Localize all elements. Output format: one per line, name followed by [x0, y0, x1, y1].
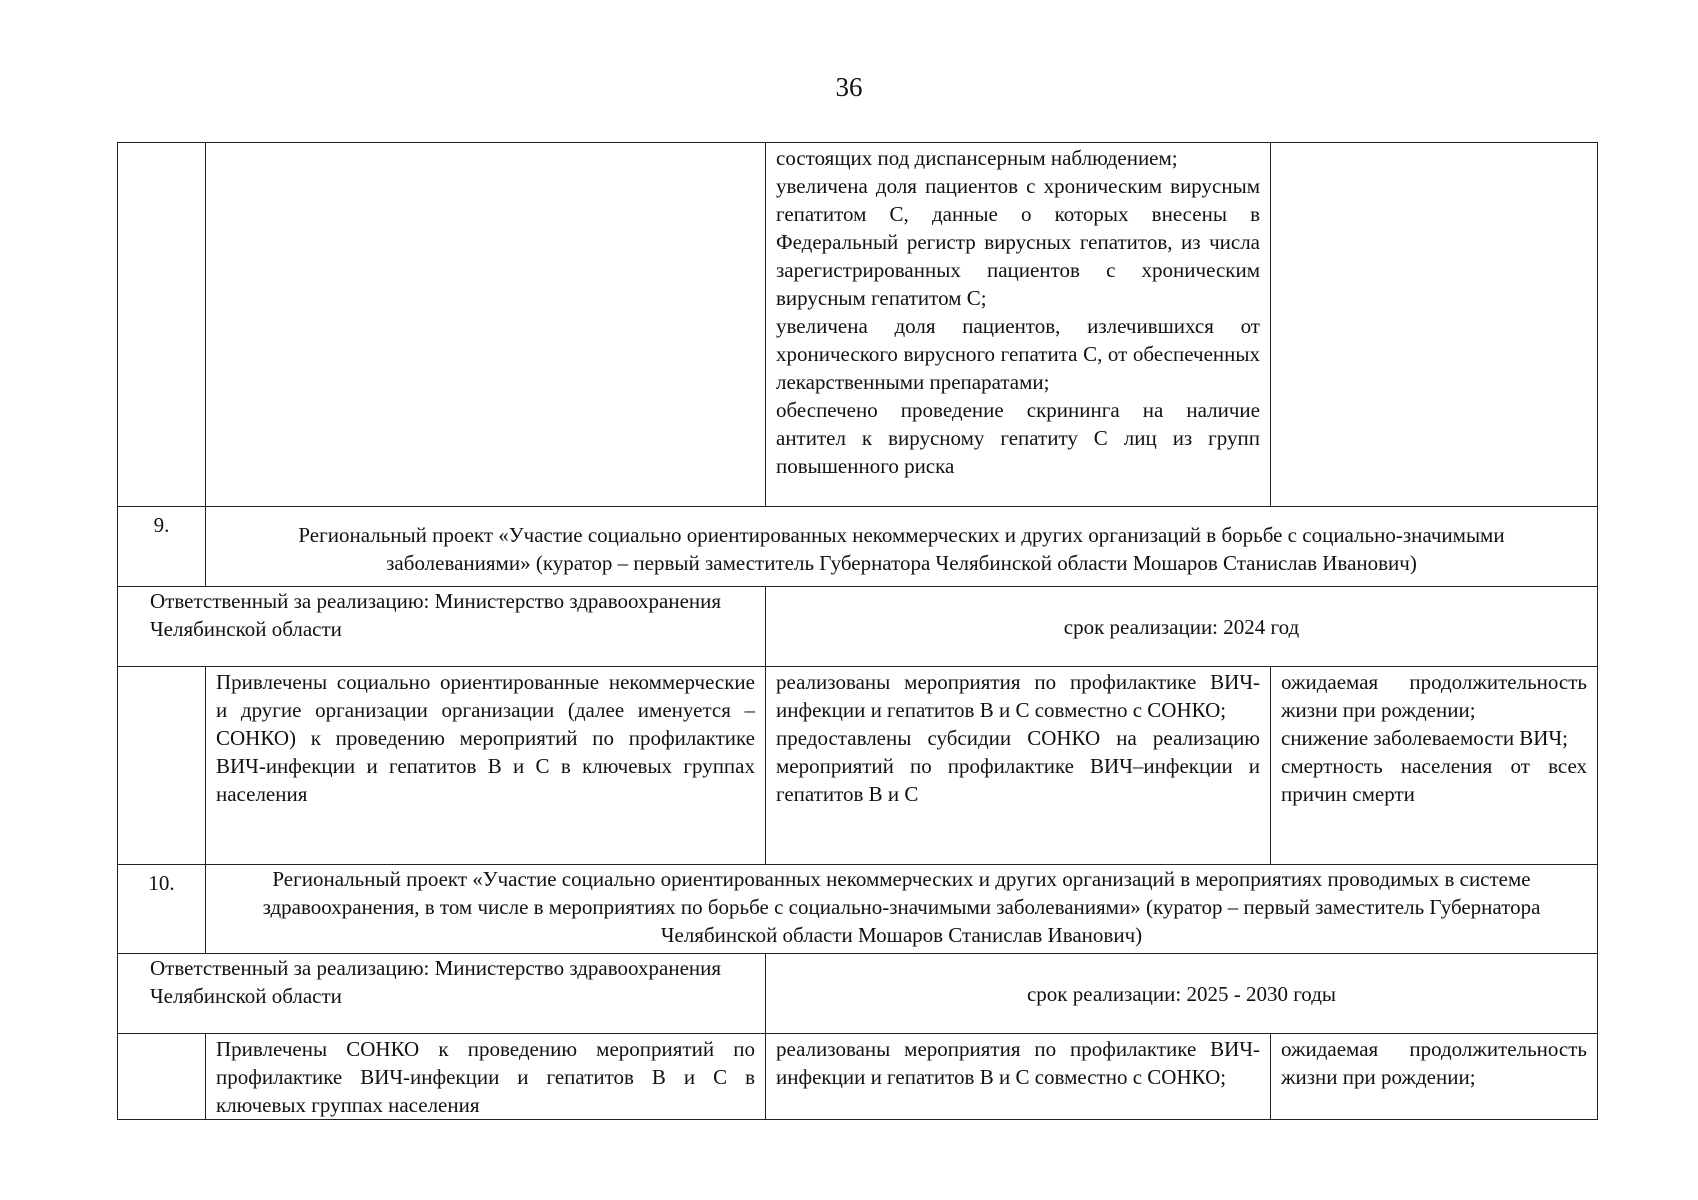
result-item: состоящих под диспансерным наблюдением;	[776, 146, 1178, 170]
result-item: увеличена доля пациентов с хроническим вирусным гепатитом С, данные о которых внесены в Федеральный регистр вирусных гепатитов, из числа зарегистрированных пациентов с хроническим вирусным гепатитом С;	[776, 174, 1260, 310]
result-item: реализованы мероприятия по профилактике ВИЧ-инфекции и гепатитов В и С совместно с СОНКО;	[776, 1037, 1260, 1089]
task-cell-empty	[206, 143, 766, 507]
project-title: Региональный проект «Участие социально ориентированных некоммерческих и других организаций в борьбе с социально-значимыми заболеваниями» (куратор – первый заместитель Губернатора Челябинской области Мошаров Станислав Иванович)	[206, 507, 1598, 587]
indicators-cell-empty	[1271, 143, 1598, 507]
indicators-cell	[1271, 1034, 1598, 1120]
responsible-cell: Ответственный за реализацию: Министерство здравоохранения Челябинской области	[118, 954, 766, 1034]
results-cell	[766, 1034, 1271, 1120]
number-cell-empty	[118, 1034, 206, 1120]
task-row	[118, 667, 1598, 865]
indicator-item: смертность населения от всех причин смерти	[1281, 754, 1587, 806]
number-cell-empty	[118, 667, 206, 865]
indicator-item: снижение заболеваемости ВИЧ;	[1281, 726, 1568, 750]
responsible-cell: Ответственный за реализацию: Министерство здравоохранения Челябинской области	[118, 587, 766, 667]
result-item: предоставлены субсидии СОНКО на реализацию мероприятий по профилактике ВИЧ–инфекции и гепатитов В и С	[776, 726, 1260, 806]
project-number: 9.	[118, 507, 206, 587]
term-cell: срок реализации: 2025 - 2030 годы	[766, 954, 1598, 1034]
task-row	[118, 1034, 1598, 1120]
task-cell: Привлечены социально ориентированные некоммерческие и другие организации организации (далее именуется – СОНКО) к проведению мероприятий по профилактике ВИЧ-инфекции и гепатитов В и С в ключевых группах населения	[206, 667, 766, 865]
result-item: увеличена доля пациентов, излечившихся от хронического вирусного гепатита С, от обеспеченных лекарственными препаратами;	[776, 314, 1260, 394]
indicator-item: ожидаемая продолжительность жизни при рождении;	[1281, 670, 1587, 722]
indicators-cell	[1271, 667, 1598, 865]
responsible-row	[118, 954, 1598, 1034]
continuation-row	[118, 143, 1598, 507]
results-cell	[766, 143, 1271, 507]
indicator-item: ожидаемая продолжительность жизни при рождении;	[1281, 1037, 1587, 1089]
project-number: 10.	[118, 865, 206, 954]
term-cell: срок реализации: 2024 год	[766, 587, 1598, 667]
result-item: реализованы мероприятия по профилактике ВИЧ-инфекции и гепатитов В и С совместно с СОНКО;	[776, 670, 1260, 722]
page-number: 36	[835, 72, 863, 102]
project-title: Региональный проект «Участие социально ориентированных некоммерческих и других организаций в мероприятиях проводимых в системе здравоохранения, в том числе в мероприятиях по борьбе с социально-значимыми заболеваниями» (куратор – первый заместитель Губернатора Челябинской области Мошаров Станислав Иванович)	[206, 865, 1598, 954]
responsible-row	[118, 587, 1598, 667]
task-cell: Привлечены СОНКО к проведению мероприятий по профилактике ВИЧ-инфекции и гепатитов В и С в ключевых группах населения	[206, 1034, 766, 1120]
number-cell-empty	[118, 143, 206, 507]
results-cell	[766, 667, 1271, 865]
project-title-row	[118, 865, 1598, 954]
result-item: обеспечено проведение скрининга на наличие антител к вирусному гепатиту С лиц из групп повышенного риска	[776, 398, 1260, 478]
project-title-row	[118, 507, 1598, 587]
program-table	[117, 142, 1598, 1120]
